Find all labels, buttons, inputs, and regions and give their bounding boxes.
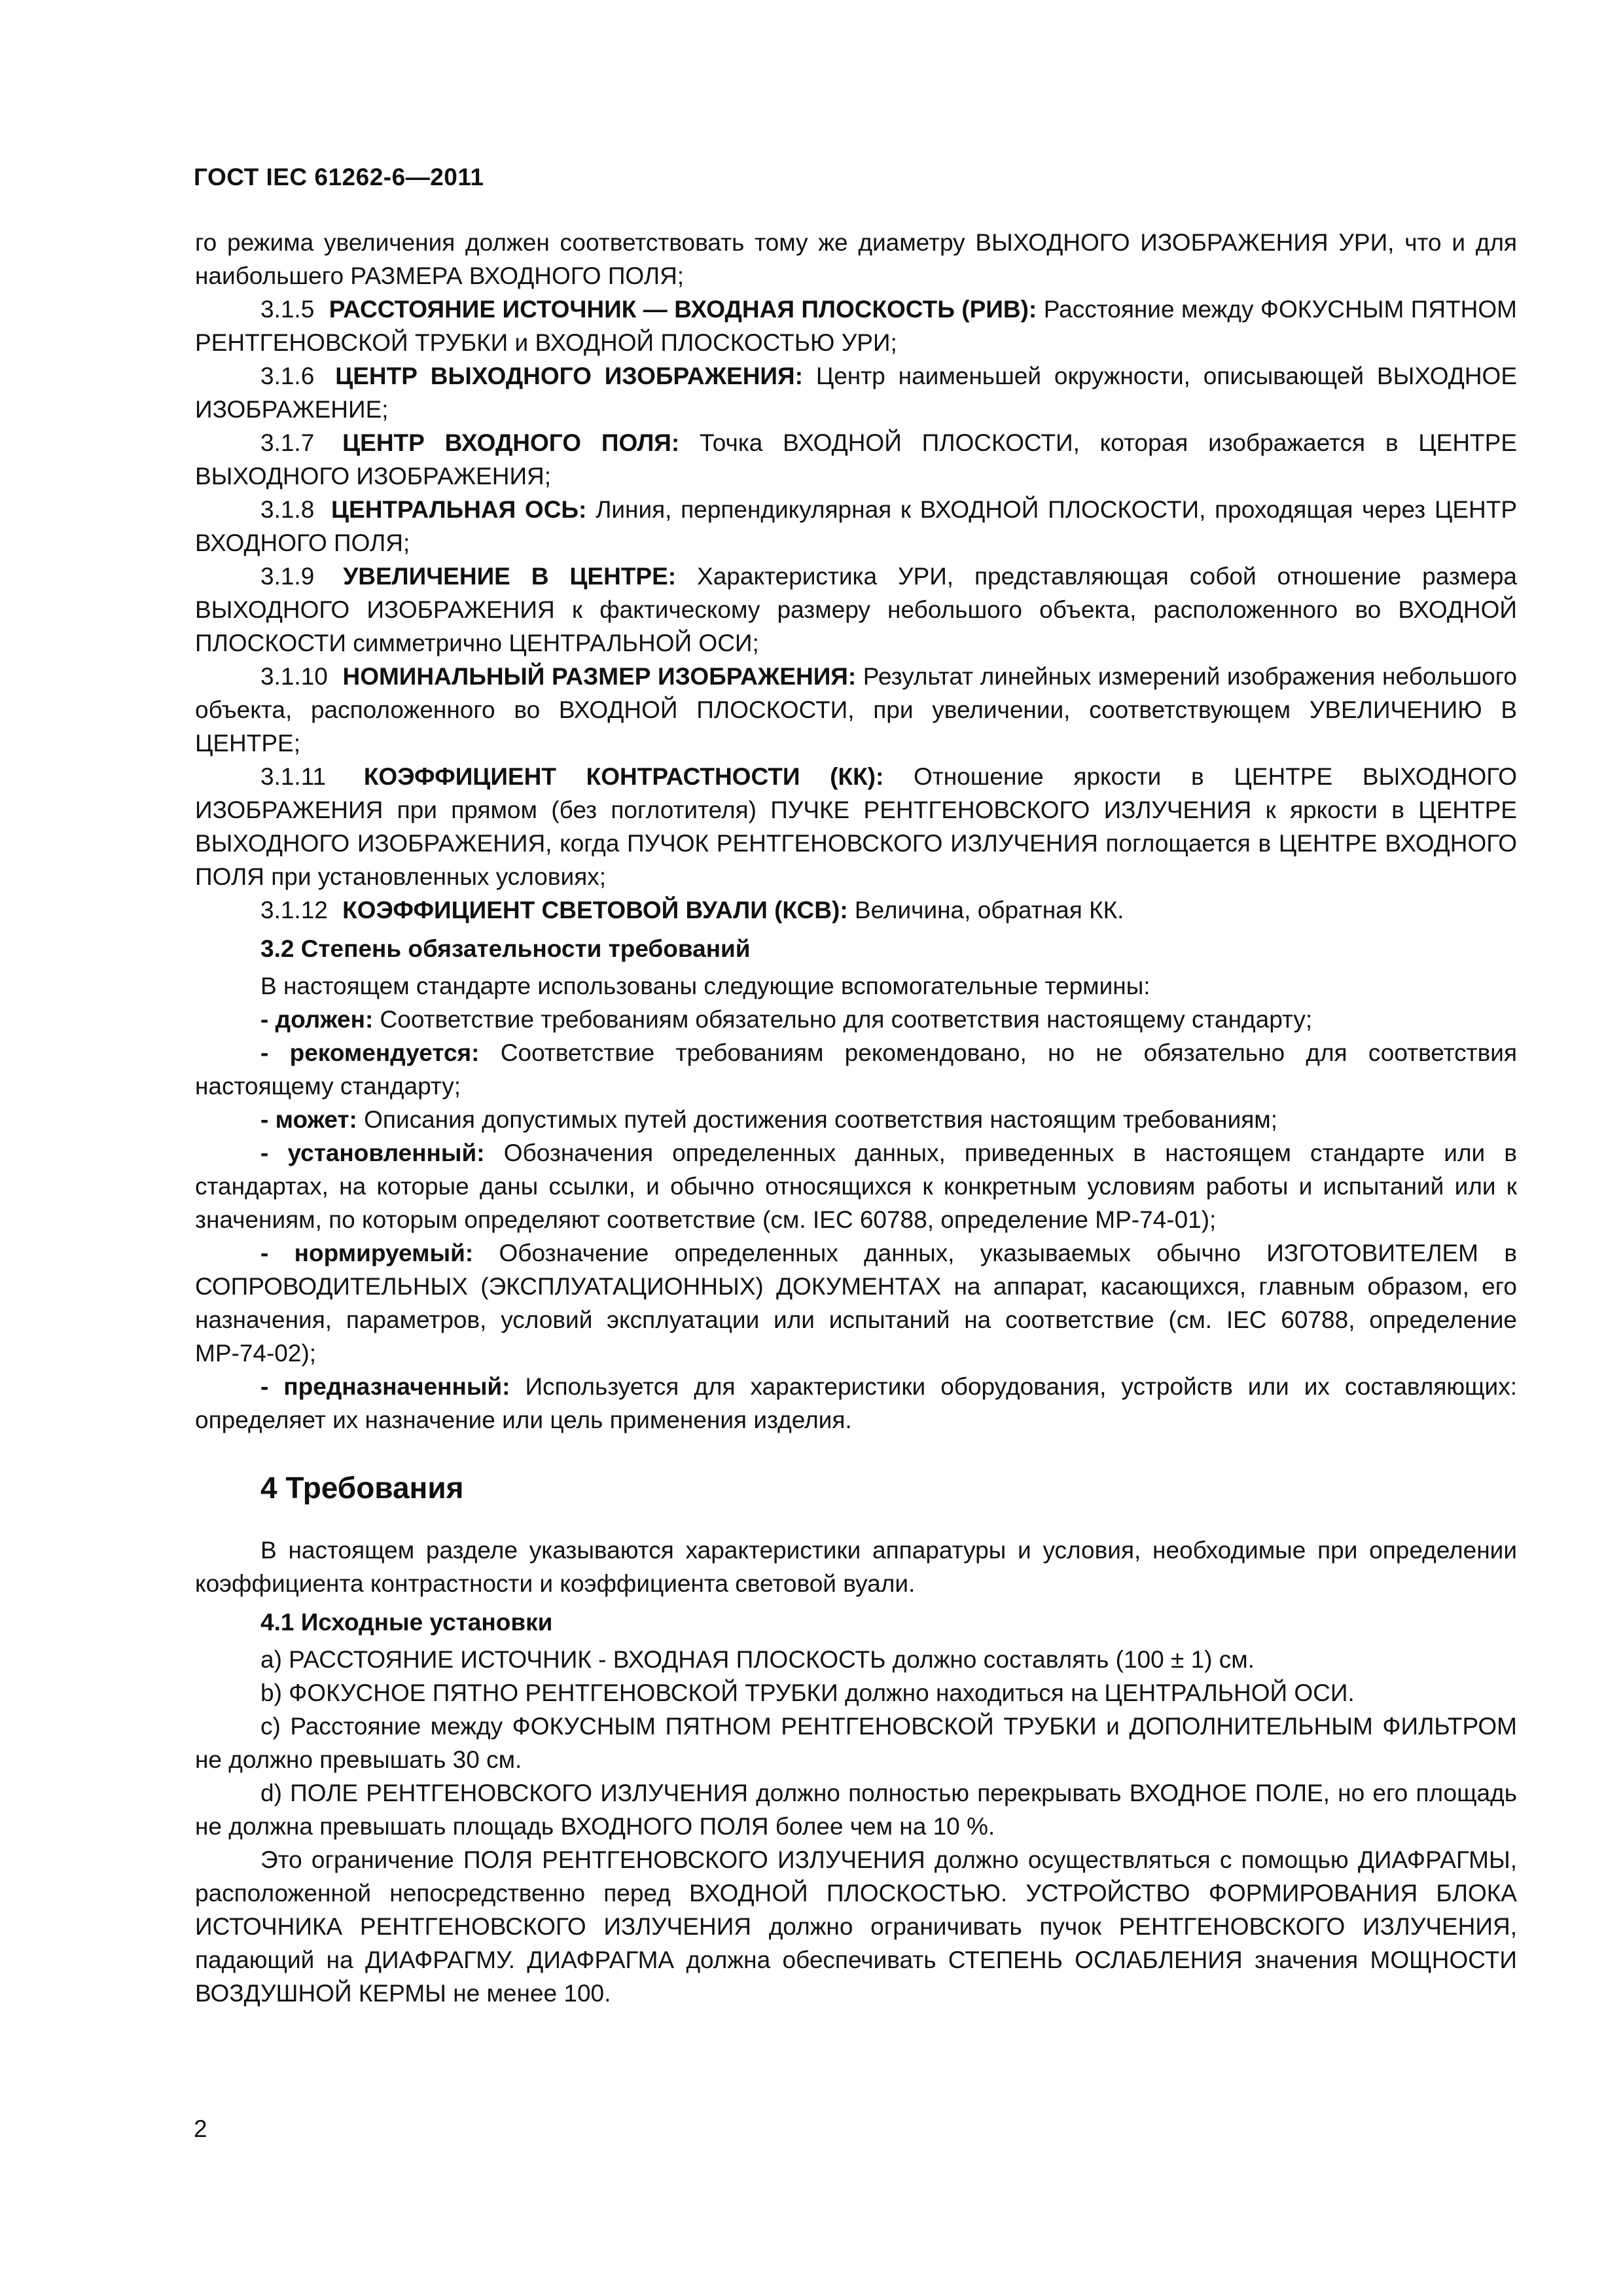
definition-term: УВЕЛИЧЕНИЕ В ЦЕНТРЕ: [343, 563, 677, 590]
requirement-item-a: a) РАССТОЯНИЕ ИСТОЧНИК - ВХОДНАЯ ПЛОСКОСТЬ должно составлять (100 ± 1) см. [260, 1646, 1255, 1673]
definition-3-1-8 [195, 493, 1517, 560]
page-number: 2 [194, 2115, 207, 2142]
definition-number: 3.1.11 [260, 763, 327, 790]
term-item-normalized [195, 1236, 1517, 1370]
definition-term: РАССТОЯНИЕ ИСТОЧНИК — ВХОДНАЯ ПЛОСКОСТЬ (РИВ): [329, 296, 1037, 323]
term-label: - рекомендуется: [260, 1039, 480, 1066]
subsection-heading-4-1: 4.1 Исходные установки [260, 1609, 553, 1636]
page-content [195, 226, 1517, 2010]
term-item-specified [195, 1136, 1517, 1236]
term-text: Обозначения определенных данных, приведенных в настоящем стандарте или в стандартах, на которые даны ссылки, и обычно относящихся к конкретным условиям работы и испытаний или к значениям, по которым определяют соответствие (см. IEC 60788, определение МР-74-01); [195, 1139, 1518, 1233]
term-text: Соответствие требованиям рекомендовано, но не обязательно для соответствия настоящему стандарту; [195, 1039, 1517, 1100]
term-item-shall [195, 1003, 1517, 1036]
definition-number: 3.1.7 [260, 429, 315, 456]
definition-text: Отношение яркости в ЦЕНТРЕ ВЫХОДНОГО ИЗОБРАЖЕНИЯ при прямом (без поглотителя) ПУЧКЕ РЕНТГЕНОВСКОГО ИЗЛУЧЕНИЯ к яркости в ЦЕНТРЕ ВЫХОДНОГО ИЗОБРАЖЕНИЯ, когда ПУЧОК РЕНТГЕНОВСКОГО ИЗЛУЧЕНИЯ поглощается в ЦЕНТРЕ ВХОДНОГО ПОЛЯ при установленных условиях; [195, 763, 1517, 890]
definition-text: Величина, обратная КК. [854, 897, 1124, 924]
standard-designation: ГОСТ IEC 61262-6—2011 [194, 164, 484, 190]
term-text: Соответствие требованиям обязательно для соответствия настоящему стандарту; [380, 1006, 1313, 1033]
term-label: - может: [260, 1106, 357, 1133]
section-heading-4: 4 Требования [260, 1471, 464, 1505]
term-item-may [195, 1103, 1517, 1136]
definition-text: Характеристика УРИ, представляющая собой отношение размера ВЫХОДНОГО ИЗОБРАЖЕНИЯ к фактическому размеру небольшого объекта, расположенного во ВХОДНОЙ ПЛОСКОСТИ симметрично ЦЕНТРАЛЬНОЙ ОСИ; [195, 563, 1518, 656]
definition-3-1-6 [195, 359, 1517, 426]
term-label: - установленный: [260, 1139, 485, 1166]
term-item-should [195, 1036, 1517, 1103]
term-item-intended [195, 1370, 1517, 1437]
definition-term: КОЭФФИЦИЕНТ КОНТРАСТНОСТИ (КК): [363, 763, 884, 790]
term-label: - нормируемый: [260, 1240, 474, 1266]
continuation-paragraph: го режима увеличения должен соответствовать тому же диаметру ВЫХОДНОГО ИЗОБРАЖЕНИЯ УРИ, что и для наибольшего РАЗМЕРА ВХОДНОГО ПОЛЯ; [195, 229, 1517, 289]
definition-number: 3.1.12 [260, 897, 328, 924]
definition-term: ЦЕНТР ВХОДНОГО ПОЛЯ: [342, 429, 680, 456]
definition-term: КОЭФФИЦИЕНТ СВЕТОВОЙ ВУАЛИ (КСВ): [342, 897, 848, 924]
definition-text: Центр наименьшей окружности, описывающей ВЫХОДНОЕ ИЗОБРАЖЕНИЕ; [195, 363, 1517, 423]
section-4-intro: В настоящем разделе указываются характеристики аппаратуры и условия, необходимые при определении коэффициента контрастности и коэффициента световой вуали. [195, 1537, 1517, 1597]
definition-number: 3.1.10 [260, 663, 328, 690]
requirement-item-b: b) ФОКУСНОЕ ПЯТНО РЕНТГЕНОВСКОЙ ТРУБКИ должно находиться на ЦЕНТРАЛЬНОЙ ОСИ. [260, 1679, 1355, 1706]
definition-3-1-9 [195, 560, 1517, 660]
definition-text: Результат линейных измерений изображения небольшого объекта, расположенного во ВХОДНОЙ ПЛОСКОСТИ, при увеличении, соответствующем УВЕЛИЧЕНИЮ В ЦЕНТРЕ; [195, 663, 1517, 757]
definition-3-1-12 [195, 893, 1517, 927]
definition-text: Линия, перпендикулярная к ВХОДНОЙ ПЛОСКОСТИ, проходящая через ЦЕНТР ВХОДНОГО ПОЛЯ; [195, 496, 1518, 556]
definition-3-1-5 [195, 293, 1517, 359]
term-text: Обозначение определенных данных, указываемых обычно ИЗГОТОВИТЕЛЕМ в СОПРОВОДИТЕЛЬНЫХ (ЭКСПЛУАТАЦИОННЫХ) ДОКУМЕНТАХ на аппарат, касающихся, главным образом, его назначения, параметров, условий эксплуатации или испытаний на соответствие (см. IEC 60788, определение МР-74-02); [195, 1240, 1518, 1367]
term-label: - должен: [260, 1006, 374, 1033]
term-text: Используется для характеристики оборудования, устройств или их составляющих: определяет их назначение или цель применения изделия. [195, 1373, 1518, 1433]
definition-3-1-10 [195, 660, 1517, 760]
term-label: - предназначенный: [260, 1373, 510, 1400]
definition-text: Расстояние между ФОКУСНЫМ ПЯТНОМ РЕНТГЕНОВСКОЙ ТРУБКИ и ВХОДНОЙ ПЛОСКОСТЬЮ УРИ; [195, 296, 1518, 356]
definition-3-1-11 [195, 760, 1517, 893]
definition-term: НОМИНАЛЬНЫЙ РАЗМЕР ИЗОБРАЖЕНИЯ: [342, 663, 857, 690]
definition-text: Точка ВХОДНОЙ ПЛОСКОСТИ, которая изображается в ЦЕНТРЕ ВЫХОДНОГО ИЗОБРАЖЕНИЯ; [195, 429, 1518, 490]
term-text: Описания допустимых путей достижения соответствия настоящим требованиям; [364, 1106, 1277, 1133]
subsection-heading-3-2: 3.2 Степень обязательности требований [260, 935, 751, 962]
closing-paragraph: Это ограничение ПОЛЯ РЕНТГЕНОВСКОГО ИЗЛУЧЕНИЯ должно осуществляться с помощью ДИАФРАГМЫ, расположенной непосредственно перед ВХОДНОЙ ПЛОСКОСТЬЮ. УСТРОЙСТВО ФОРМИРОВАНИЯ БЛОКА ИСТОЧНИКА РЕНТГЕНОВСКОГО ИЗЛУЧЕНИЯ должно ограничивать пучок РЕНТГЕНОВСКОГО ИЗЛУЧЕНИЯ, падающий на ДИАФРАГМУ. ДИАФРАГМА должна обеспечивать СТЕПЕНЬ ОСЛАБЛЕНИЯ значения МОЩНОСТИ ВОЗДУШНОЙ КЕРМЫ не менее 100. [195, 1846, 1517, 2007]
definition-term: ЦЕНТР ВЫХОДНОГО ИЗОБРАЖЕНИЯ: [335, 363, 803, 389]
terms-intro: В настоящем стандарте использованы следующие вспомогательные термины: [260, 973, 1150, 999]
requirement-item-d: d) ПОЛЕ РЕНТГЕНОВСКОГО ИЗЛУЧЕНИЯ должно полностью перекрывать ВХОДНОЕ ПОЛЕ, но его площадь не должна превышать площадь ВХОДНОГО ПОЛЯ более чем на 10 %. [195, 1780, 1517, 1840]
definition-number: 3.1.9 [260, 563, 315, 590]
definition-term: ЦЕНТРАЛЬНАЯ ОСЬ: [331, 496, 587, 523]
definition-number: 3.1.6 [260, 363, 315, 389]
definition-number: 3.1.5 [260, 296, 315, 323]
definition-number: 3.1.8 [260, 496, 315, 523]
definition-3-1-7 [195, 426, 1517, 493]
requirement-item-c: c) Расстояние между ФОКУСНЫМ ПЯТНОМ РЕНТГЕНОВСКОЙ ТРУБКИ и ДОПОЛНИТЕЛЬНЫМ ФИЛЬТРОМ не должно превышать 30 см. [195, 1713, 1517, 1773]
